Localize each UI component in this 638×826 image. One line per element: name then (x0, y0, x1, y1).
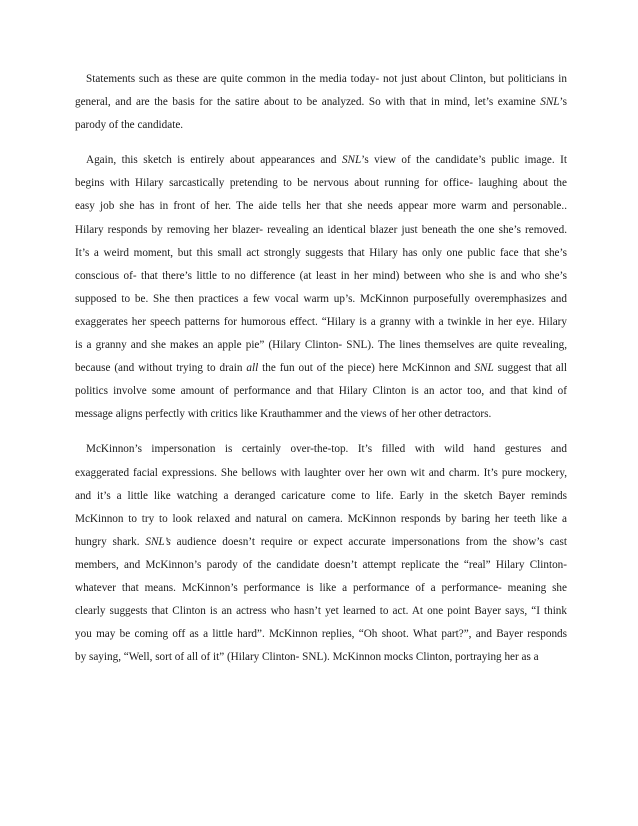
text-run: audience doesn’t require or expect accurate impersonations from the show’s cast (170, 535, 567, 548)
italic-text: SNL (474, 362, 494, 375)
text-run: message aligns perfectly with critics like Krauthammer and the views of her other detractors. (75, 408, 492, 421)
text-run: It’s a weird moment, but this small act strongly suggests that Hilary has only one public face that she’s (75, 246, 567, 259)
text-run: begins with Hilary sarcastically pretending to be nervous about running for office- laughing about the (75, 177, 567, 190)
text-line (75, 623, 567, 646)
text-run: Again, this sketch is entirely about appearances and (86, 154, 342, 167)
text-run: conscious of- that there’s little to no difference (at least in her mind) between who she is and who she’s (75, 269, 567, 282)
text-run: the fun out of the piece) here McKinnon and (258, 362, 475, 375)
text-run: ’s view of the candidate’s public image. It (361, 154, 567, 167)
text-line (75, 114, 567, 137)
text-line (75, 646, 567, 669)
text-line (75, 600, 567, 623)
text-run: members, and McKinnon’s parody of the candidate doesn’t attempt replicate the “real” Hilary Clinton- (75, 558, 567, 571)
italic-text: SNL’s (145, 535, 171, 548)
text-run: Hilary responds by removing her blazer- revealing an identical blazer just beneath the one she’s removed. (75, 223, 567, 236)
text-line (75, 91, 567, 114)
paragraph-gap (75, 137, 567, 149)
text-line (75, 265, 567, 288)
text-run: hungry shark. (75, 535, 146, 548)
text-run: clearly suggests that Clinton is an actress who hasn’t yet learned to act. At one point Bayer says, “I think (75, 605, 567, 618)
text-run: you may be coming off as a little hard”. McKinnon replies, “Oh shoot. What part?”, and Bayer responds (75, 628, 567, 641)
text-line (75, 508, 567, 531)
text-line (75, 380, 567, 403)
text-run: is a granny and she makes an apple pie” (Hilary Clinton- SNL). The lines themselves are quite revealing, (75, 339, 567, 352)
paragraph (75, 438, 567, 669)
text-run: exaggerated facial expressions. She bellows with laughter over her own wit and charm. It’s pure mockery, (75, 466, 567, 479)
italic-text: all (246, 362, 259, 375)
text-line (75, 403, 567, 426)
text-line (75, 531, 567, 554)
paragraph (75, 149, 567, 426)
text-line (75, 485, 567, 508)
text-line (75, 311, 567, 334)
text-line (75, 172, 567, 195)
text-run: because (and without trying to drain (75, 362, 247, 375)
paragraph (75, 68, 567, 137)
text-line (75, 219, 567, 242)
document-body (75, 68, 567, 669)
text-run: easy job she has in front of her. The aide tells her that she needs appear more warm and personable.. (75, 200, 567, 213)
italic-text: SNL (540, 96, 560, 109)
text-run: ’s (559, 96, 567, 109)
text-line (75, 462, 567, 485)
text-run: politics involve some amount of performance and that Hilary Clinton is an actor too, and that kind of (75, 385, 567, 398)
text-line (75, 242, 567, 265)
text-line (75, 195, 567, 218)
text-line (75, 357, 567, 380)
text-run: and it’s a little like watching a deranged caricature come to life. Early in the sketch Bayer reminds (75, 489, 567, 502)
text-line (75, 149, 567, 172)
text-run: Statements such as these are quite common in the media today- not just about Clinton, but politicians in (86, 73, 567, 85)
text-run: exaggerates her speech patterns for humorous effect. “Hilary is a granny with a twinkle in her eye. Hilary (75, 315, 567, 328)
text-run: by saying, “Well, sort of all of it” (Hilary Clinton- SNL). McKinnon mocks Clinton, portraying her as a (75, 651, 539, 664)
text-line (75, 68, 567, 91)
text-line (75, 577, 567, 600)
text-run: general, and are the basis for the satire about to be analyzed. So with that in mind, let’s examine (75, 96, 541, 109)
text-line (75, 438, 567, 461)
text-line (75, 554, 567, 577)
text-run: parody of the candidate. (75, 119, 184, 132)
text-run: McKinnon’s impersonation is certainly over-the-top. It’s filled with wild hand gestures and (86, 443, 567, 456)
text-run: suggest that all (493, 362, 567, 375)
text-run: whatever that means. McKinnon’s performance is like a performance of a performance- meaning she (75, 581, 567, 594)
text-run: McKinnon to try to look relaxed and natural on camera. McKinnon responds by baring her teeth like a (75, 512, 567, 525)
text-line (75, 334, 567, 357)
text-line (75, 288, 567, 311)
italic-text: SNL (341, 154, 362, 167)
text-run: supposed to be. She then practices a few vocal warm up’s. McKinnon purposefully overemphasizes and (75, 292, 567, 305)
paragraph-gap (75, 426, 567, 438)
